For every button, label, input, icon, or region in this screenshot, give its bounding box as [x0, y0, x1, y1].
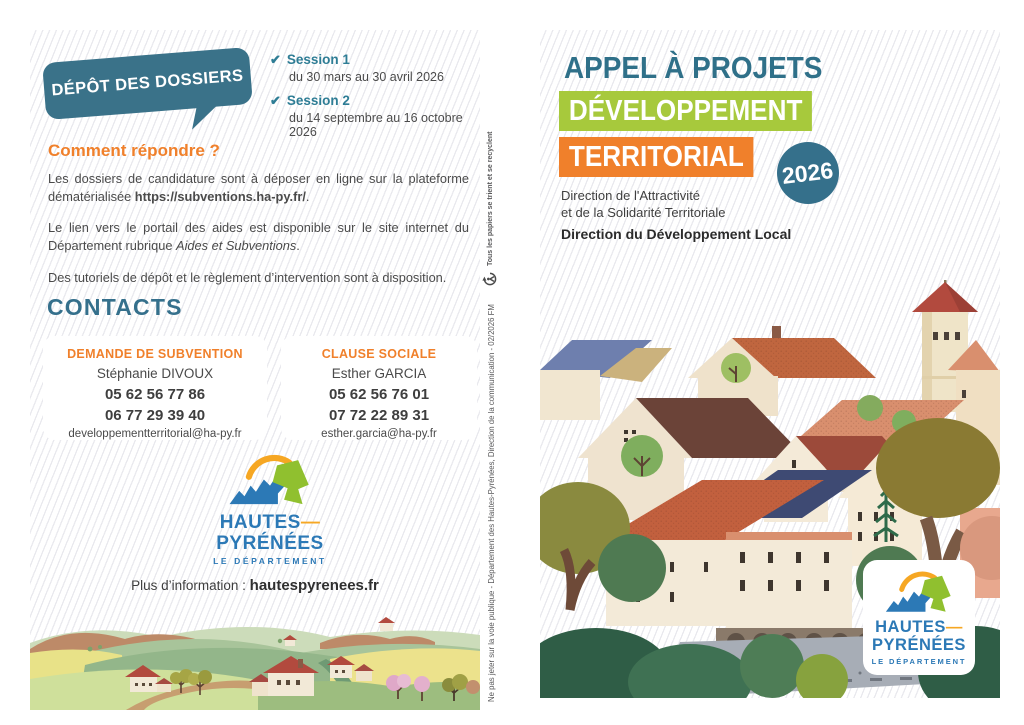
contact-email: developpementterritorial@ha-py.fr — [68, 428, 242, 440]
paragraph-text: Le lien vers le portail des aides est disponible sur le site internet du Département rubrique — [48, 220, 469, 254]
contact-phone: 07 72 22 89 31 — [328, 407, 430, 424]
hautes-pyrenees-logo — [872, 570, 967, 666]
contact-card-clause-sociale — [281, 336, 477, 440]
session-label: Session 1 — [286, 52, 350, 67]
logo-mountain-icon — [883, 570, 955, 619]
paragraph-tutorials: Des tutoriels de dépôt et le règlement d’intervention sont à disposition. — [48, 269, 447, 285]
platform-url: https://subventions.ha-py.fr/ — [134, 189, 306, 205]
contacts-heading: CONTACTS — [47, 294, 183, 320]
contact-card-subvention — [43, 336, 267, 440]
paragraph-text: . — [296, 238, 300, 254]
logo-text: HAUTES — [875, 617, 946, 636]
logo-text: HAUTES — [219, 512, 301, 533]
paragraph-text: Les dossiers de candidature sont à déposer en ligne sur la plateforme dématérialisée — [48, 171, 469, 205]
website-url: hautespyrenees.fr — [249, 577, 379, 594]
logo-text-departement: LE DÉPARTEMENT — [871, 656, 967, 666]
depot-bubble-label: DÉPÔT DES DOSSIERS — [50, 66, 245, 100]
logo-text-departement: LE DÉPARTEMENT — [213, 556, 327, 566]
left-page — [30, 30, 480, 710]
session-label: Session 2 — [286, 93, 350, 108]
hautes-pyrenees-logo — [185, 453, 355, 566]
aides-subventions-label: Aides et Subventions — [176, 238, 297, 254]
paragraph-platform — [48, 170, 469, 206]
contact-title: CLAUSE SOCIALE — [321, 347, 437, 361]
how-to-answer-heading: Comment répondre ? — [48, 141, 220, 160]
logo-text-hautes — [220, 513, 321, 532]
subtitle-line: et de la Solidarité Territoriale — [561, 205, 726, 221]
logo-text-hautes — [875, 619, 963, 636]
contact-title: DEMANDE DE SUBVENTION — [67, 347, 243, 361]
logo-mountain-icon — [226, 453, 314, 513]
contact-name: Stéphanie DIVOUX — [96, 366, 214, 381]
contact-name: Esther GARCIA — [331, 366, 427, 381]
paragraph-text: . — [305, 189, 310, 205]
subtitle-direction-bold: Direction du Développement Local — [561, 225, 792, 242]
logo-dash: — — [945, 617, 963, 636]
body-paragraphs — [48, 170, 469, 300]
countryside-illustration — [30, 607, 480, 710]
checkmark-icon: ✔ — [270, 93, 281, 108]
more-info-line — [30, 577, 480, 594]
logo-dash: — — [300, 512, 321, 533]
cover-title-line1: APPEL À PROJETS — [564, 50, 823, 85]
depot-speech-bubble — [42, 47, 253, 120]
cover-title-line3: TERRITORIAL — [559, 137, 754, 177]
right-page — [540, 30, 1000, 698]
contact-phone: 05 62 56 77 86 — [104, 386, 206, 403]
paragraph-portal — [48, 219, 469, 255]
session-dates: du 14 septembre au 16 octobre 2026 — [289, 111, 463, 139]
contact-phone: 05 62 56 76 01 — [328, 386, 430, 403]
session-item — [270, 52, 480, 84]
contact-email: esther.garcia@ha-py.fr — [321, 428, 437, 440]
checkmark-icon: ✔ — [270, 52, 281, 67]
speech-bubble-tail-icon — [192, 101, 221, 129]
subtitle-line: Direction de l'Attractivité — [561, 188, 701, 203]
year-badge-label: 2026 — [780, 156, 835, 189]
recycle-icon — [482, 271, 498, 287]
cover-title-line2: DÉVELOPPEMENT — [559, 91, 812, 131]
house — [716, 532, 876, 651]
sessions-block — [270, 52, 480, 148]
session-item — [270, 93, 480, 139]
contact-phone: 06 77 29 39 40 — [104, 407, 206, 424]
session-dates: du 30 mars au 30 avril 2026 — [289, 70, 444, 84]
logo-text-pyrenees: PYRÉNÉES — [216, 533, 324, 554]
logo-text-pyrenees: PYRÉNÉES — [872, 636, 966, 655]
hautes-pyrenees-logo-card — [863, 560, 975, 675]
more-info-label: Plus d’information : — [131, 578, 250, 593]
recycle-vertical-text: Tous les papiers se trient et se recyclent — [487, 131, 494, 266]
legal-vertical-text: Ne pas jeter sur la voie publique - Département des Hautes-Pyrénées, Direction de la communication - 02/2026 FM — [487, 304, 496, 702]
cover-subtitle — [561, 187, 791, 244]
